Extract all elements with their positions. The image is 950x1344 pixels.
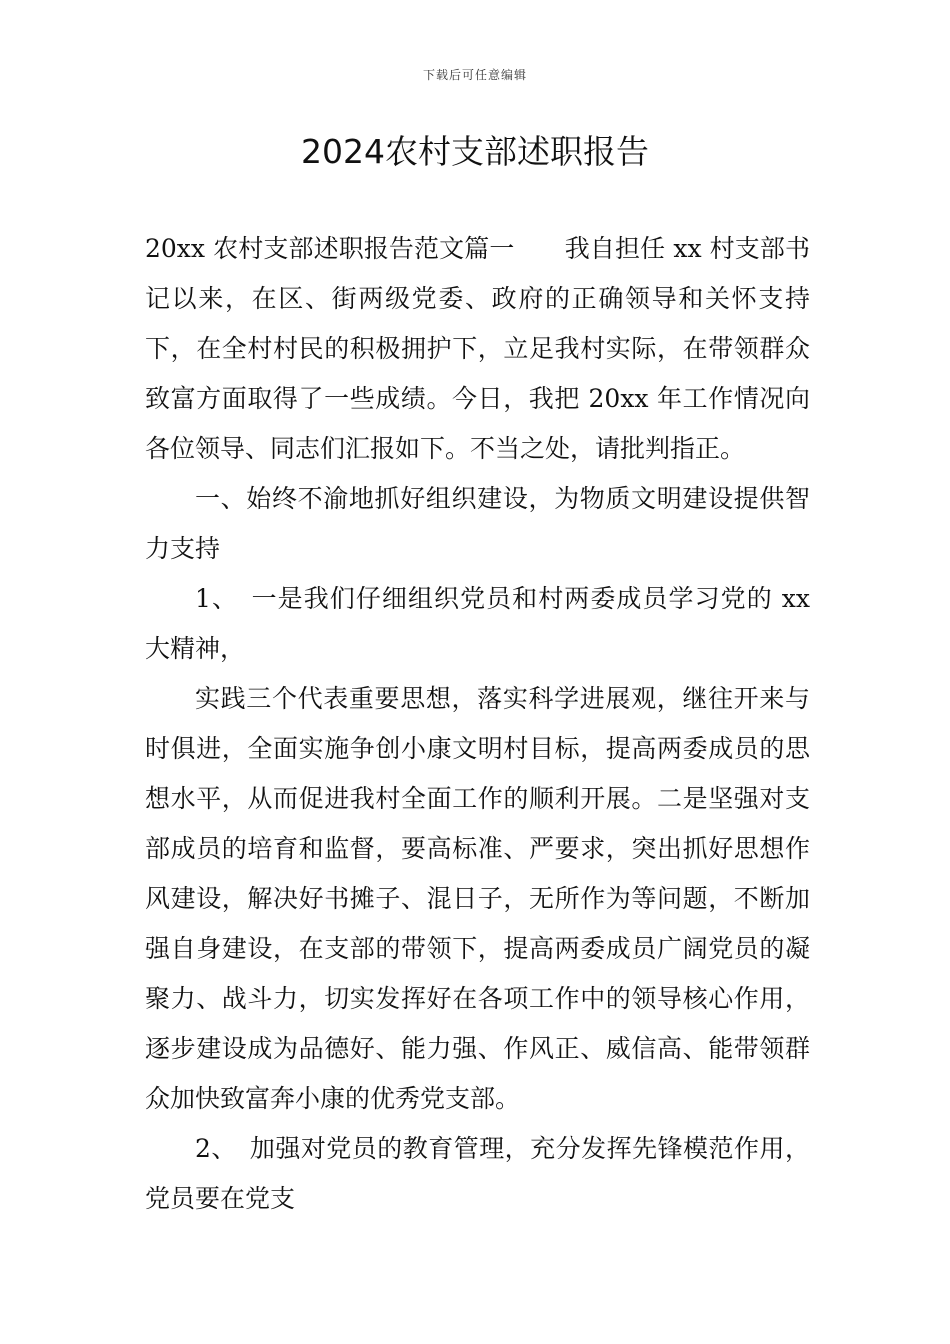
paragraph-intro: 20xx 农村支部述职报告范文篇一 我自担任 xx 村支部书记以来，在区、街两级党委、政府的正确领导和关怀支持下，在全村村民的积极拥护下，立足我村实际，在带领群众致富方面取得了一些成绩。今日，我把 20xx 年工作情况向各位领导、同志们汇报如下。不当之处，请批判指正。 [145,234,810,463]
header-note: 下载后可任意编辑 [422,68,527,82]
paragraph-item-1: 1、 一是我们仔细组织党员和村两委成员学习党的 xx 大精神， [145,584,810,663]
document-title: 2024农村支部述职报告 [301,132,649,171]
paragraph-practice: 实践三个代表重要思想，落实科学进展观，继往开来与时俱进，全面实施争创小康文明村目标，提高两委成员的思想水平，从而促进我村全面工作的顺利开展。二是坚强对支部成员的培育和监督，要高标准、严要求，突出抓好思想作风建设，解决好书摊子、混日子，无所作为等问题，不断加强自身建设，在支部的带领下，提高两委成员广阔党员的凝聚力、战斗力，切实发挥好在各项工作中的领导核心作用，逐步建设成为品德好、能力强、作风正、威信高、能带领群众加快致富奔小康的优秀党支部。 [145,684,810,1113]
document-body [145,224,810,1224]
paragraph-section-heading: 一、始终不渝地抓好组织建设，为物质文明建设提供智力支持 [145,484,810,563]
paragraph-item-2: 2、 加强对党员的教育管理，充分发挥先锋模范作用，党员要在党支 [145,1134,810,1213]
